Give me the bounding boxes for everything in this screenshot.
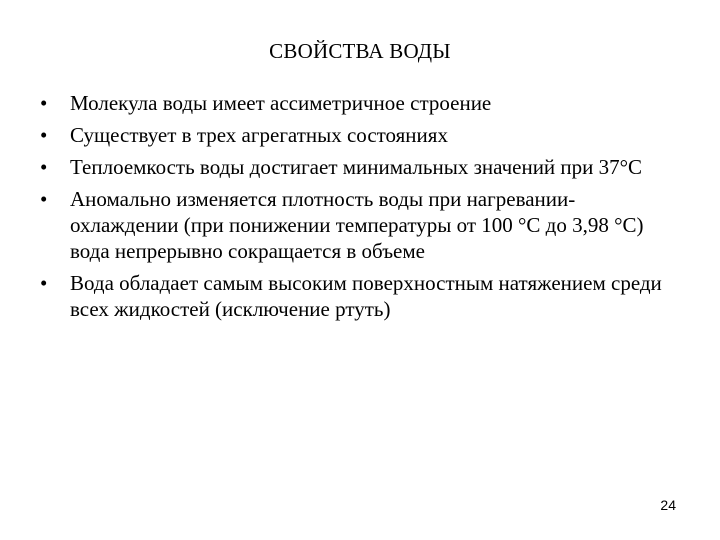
list-item	[40, 90, 680, 116]
list-item	[40, 122, 680, 148]
bullet-list	[40, 90, 680, 328]
bullet-text: Теплоемкость воды достигает минимальных значений при 37°С	[70, 155, 643, 179]
bullet-icon: •	[40, 187, 48, 211]
slide-title: СВОЙСТВА ВОДЫ	[269, 39, 451, 63]
bullet-icon: •	[40, 91, 48, 115]
list-item	[40, 270, 680, 322]
list-item	[40, 154, 680, 180]
bullet-text: Существует в трех агрегатных состояниях	[70, 123, 448, 147]
bullet-text: Вода обладает самым высоким поверхностным натяжением среди всех жидкостей (исключение ртуть)	[70, 271, 662, 321]
list-item	[40, 186, 680, 264]
bullet-icon: •	[40, 271, 48, 295]
bullet-icon: •	[40, 155, 48, 179]
bullet-icon: •	[40, 123, 48, 147]
bullet-text: Аномально изменяется плотность воды при нагревании- охлаждении (при понижении температуры от 100 °С до 3,98 °С) вода непрерывно сокращается в объеме	[70, 187, 644, 263]
page-number: 24	[660, 497, 676, 513]
bullet-text: Молекула воды имеет ассиметричное строение	[70, 91, 492, 115]
